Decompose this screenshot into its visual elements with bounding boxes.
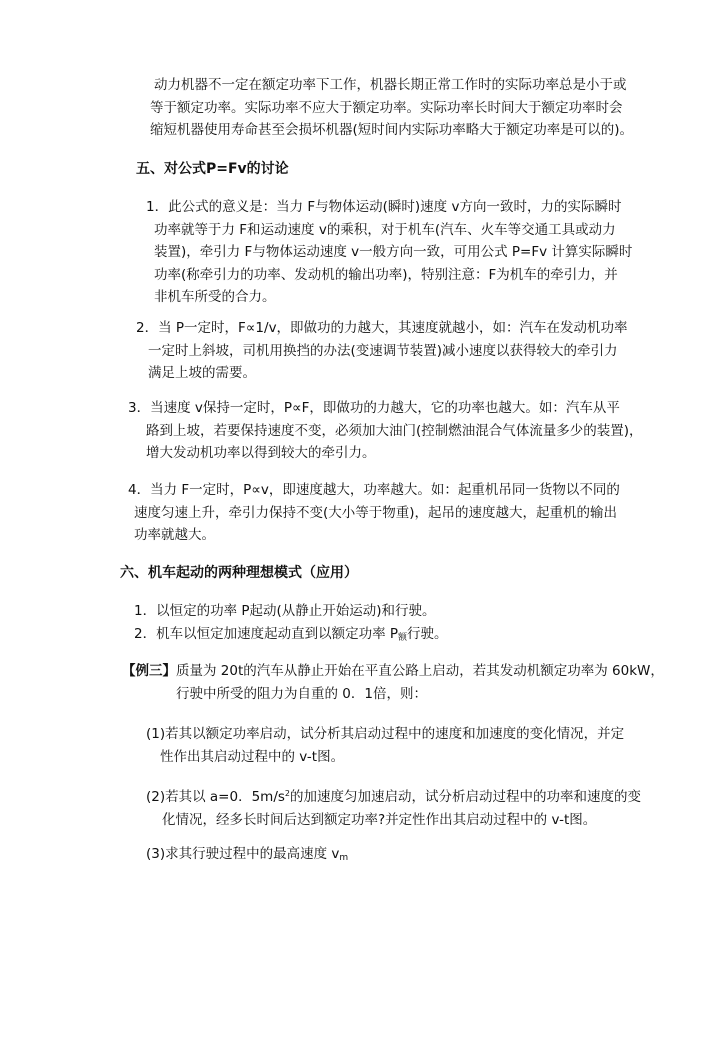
item-4-line-1: 4．当力 F一定时，P∝v，即速度越大，功率越大。如：起重机吊同一货物以不同的 <box>128 482 620 498</box>
q2-line-2: 化情况，经多长时间后达到额定功率?并定性作出其启动过程中的 v-t图。 <box>162 811 597 828</box>
example-label: 【例三】 <box>122 663 176 679</box>
section-5-item-3 <box>128 397 643 465</box>
section-6-item-2 <box>134 623 448 650</box>
q1-line-1: (1)若其以额定功率启动，试分析其启动过程中的速度和加速度的变化情况，并定 <box>146 726 625 742</box>
example-question-3 <box>146 843 348 870</box>
section-6-item-1: 1．以恒定的功率 P起动(从静止开始运动)和行驶。 <box>134 603 436 619</box>
q2-post: 的加速度匀加速启动，试分析启动过程中的功率和速度的变 <box>290 789 642 805</box>
intro-line-1: 动力机器不一定在额定功率下工作，机器长期正常工作时的实际功率总是小于或 <box>154 77 627 93</box>
item-2-line-2: 一定时上斜坡，司机用换挡的办法(变速调节装置)减小速度以获得较大的牵引力 <box>148 342 618 359</box>
item-1-line-2: 功率就等于力 F和运动速度 v的乘积，对于机车(汽车、火车等交通工具或动力 <box>154 221 616 238</box>
item-1-line-1: 1．此公式的意义是：当力 F与物体运动(瞬时)速度 v方向一致时，力的实际瞬时 <box>146 199 622 215</box>
item-1-line-3: 装置)，牵引力 F与物体运动速度 v一般方向一致，可用公式 P=Fv 计算实际瞬时 <box>154 244 633 260</box>
q2-line-1 <box>146 783 641 809</box>
example-3-line-1 <box>122 660 664 683</box>
item-3-line-2: 路到上坡，若要保持速度不变，必须加大油门(控制燃油混合气体流量多少的装置)， <box>146 422 643 439</box>
max-speed-subscript: m <box>339 853 349 863</box>
item-2-line-1: 2．当 P一定时，F∝1/v，即做功的力越大，其速度就越小，如：汽车在发动机功率 <box>136 320 628 336</box>
item-4-line-3: 功率就越大。 <box>134 527 215 543</box>
item-2-line-3: 满足上坡的需要。 <box>148 365 256 381</box>
intro-paragraph <box>150 74 633 142</box>
example-question-1 <box>146 723 624 768</box>
section-5-item-2 <box>136 317 628 385</box>
q3-line-1 <box>146 843 348 870</box>
section-5-item-4 <box>128 479 620 547</box>
item-4-line-2: 速度匀速上升，牵引力保持不变(大小等于物重)，起吊的速度越大，起重机的输出 <box>134 504 618 521</box>
item-1-line-5: 非机车所受的合力。 <box>154 289 276 305</box>
example-3-line-2: 行驶中所受的阻力为自重的 0．1倍，则： <box>176 685 427 702</box>
item-3-line-1: 3．当速度 v保持一定时，P∝F，即做功的力越大，它的功率也越大。如：汽车从平 <box>128 400 620 416</box>
q2-pre: (2)若其以 a=0．5m/s <box>146 789 285 805</box>
q1-line-2: 性作出其启动过程中的 v-t图。 <box>160 748 345 765</box>
intro-line-2: 等于额定功率。实际功率不应大于额定功率。实际功率长时间大于额定功率时会 <box>150 99 623 116</box>
example-3-stem <box>122 660 664 705</box>
intro-line-3: 缩短机器使用寿命甚至会损坏机器(短时间内实际功率略大于额定功率是可以的)。 <box>150 122 634 138</box>
section-6-heading: 六、机车起动的两种理想模式（应用） <box>120 565 358 581</box>
section-5-heading: 五、对公式P=Fv的讨论 <box>136 161 289 177</box>
q3-pre: (3)求其行驶过程中的最高速度 v <box>146 846 340 862</box>
example-question-2 <box>146 783 641 831</box>
example-text-1: 质量为 20t的汽车从静止开始在平直公路上启动，若其发动机额定功率为 60kW， <box>176 663 664 679</box>
section-6-item-2-pre: 2．机车以恒定加速度起动直到以额定功率 P <box>134 625 399 642</box>
item-1-line-4: 功率(称牵引力的功率、发动机的输出功率)，特别注意：F为机车的牵引力，并 <box>154 266 618 283</box>
section-6-item-2-post: 行驶。 <box>407 625 448 642</box>
section-5-item-1 <box>146 196 632 309</box>
squared-superscript: 2 <box>284 789 291 798</box>
section-6-items <box>134 600 448 649</box>
item-3-line-3: 增大发动机功率以得到较大的牵引力。 <box>146 445 376 461</box>
rated-subscript: 额 <box>398 632 408 643</box>
